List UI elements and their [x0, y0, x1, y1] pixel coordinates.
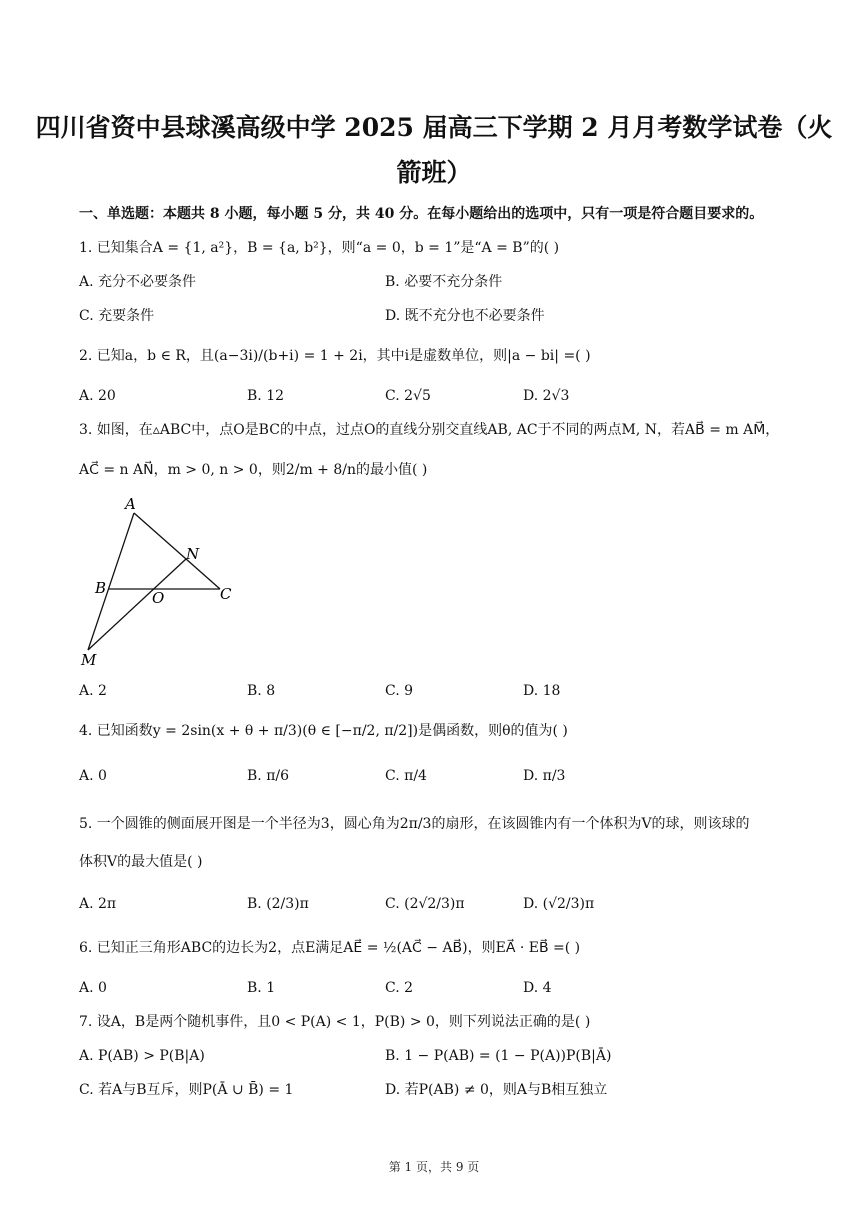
question-4-option-d: D. π/3 [523, 768, 566, 784]
question-7-option-c: C. 若A与B互斥，则P(Ā ∪ B̄) = 1 [79, 1082, 294, 1098]
page-title-line2: 箭班） [396, 158, 472, 187]
question-5-option-b: B. (2/3)π [247, 896, 309, 912]
question-2-option-b: B. 12 [247, 388, 285, 404]
section-heading: 一、单选题：本题共 8 小题，每小题 5 分，共 40 分。在每小题给出的选项中，只有一项是符合题目要求的。 [79, 206, 764, 222]
question-3-option-c: C. 9 [385, 683, 414, 699]
label-c: C [220, 585, 232, 603]
question-4-option-b: B. π/6 [247, 768, 290, 784]
segment-ac [134, 513, 220, 589]
question-4-option-a: A. 0 [79, 768, 107, 784]
question-2-option-c: C. 2√5 [385, 388, 431, 404]
question-4-option-c: C. π/4 [385, 768, 427, 784]
question-7-option-d: D. 若P(AB) ≠ 0，则A与B相互独立 [385, 1082, 608, 1098]
question-1-option-c: C. 充要条件 [79, 308, 155, 324]
question-1-option-d: D. 既不充分也不必要条件 [385, 308, 545, 324]
question-2-option-a: A. 20 [79, 388, 116, 404]
question-4-stem: 4. 已知函数y = 2sin(x + θ + π/3)(θ ∈ [−π/2, π/2])是偶函数，则θ的值为( ) [79, 723, 568, 739]
question-1-option-a: A. 充分不必要条件 [79, 274, 197, 290]
question-1-stem: 1. 已知集合A = {1, a²}，B = {a, b²}，则“a = 0，b = 1”是“A = B”的( ) [79, 240, 560, 256]
label-m: M [81, 651, 97, 669]
question-7-stem: 7. 设A，B是两个随机事件，且0 < P(A) < 1，P(B) > 0，则下列说法正确的是( ) [79, 1014, 591, 1030]
question-5-option-d: D. (√2/3)π [523, 896, 595, 912]
question-2-stem: 2. 已知a，b ∈ R，且(a−3i)/(b+i) = 1 + 2i，其中i是虚数单位，则|a − bi| =( ) [79, 348, 591, 364]
question-6-stem: 6. 已知正三角形ABC的边长为2，点E满足AE⃗ = ½(AC⃗ − AB⃗)，则EA⃗ · EB⃗ =( ) [79, 940, 581, 956]
question-3-stem-line1: 3. 如图，在▵ABC中，点O是BC的中点，过点O的直线分别交直线AB, AC于不同的两点M, N，若AB⃗ = m AM⃗， [79, 422, 780, 438]
label-a: A [125, 495, 136, 513]
question-2-option-d: D. 2√3 [523, 388, 570, 404]
question-3-option-a: A. 2 [79, 683, 107, 699]
triangle-figure [78, 495, 248, 675]
question-1-option-b: B. 必要不充分条件 [385, 274, 503, 290]
question-5-option-c: C. (2√2/3)π [385, 896, 465, 912]
page-footer: 第 1 页，共 9 页 [388, 1160, 480, 1174]
question-3-stem-line2: AC⃗ = n AN⃗，m > 0, n > 0，则2/m + 8/n的最小值( ) [79, 462, 428, 478]
label-n: N [186, 545, 200, 563]
question-6-option-c: C. 2 [385, 980, 414, 996]
question-5-stem-line1: 5. 一个圆锥的侧面展开图是一个半径为3，圆心角为2π/3的扇形，在该圆锥内有一个体积为V的球，则该球的 [79, 816, 750, 832]
question-5-option-a: A. 2π [79, 896, 117, 912]
page-title-line1: 四川省资中县球溪高级中学 2025 届高三下学期 2 月月考数学试卷（火 [35, 113, 833, 142]
question-6-option-d: D. 4 [523, 980, 552, 996]
question-7-option-b: B. 1 − P(AB) = (1 − P(A))P(B|Ā) [385, 1048, 612, 1064]
question-6-option-b: B. 1 [247, 980, 276, 996]
label-b: B [95, 579, 107, 597]
question-6-option-a: A. 0 [79, 980, 107, 996]
question-3-option-d: D. 18 [523, 683, 561, 699]
label-o: O [152, 589, 165, 607]
question-7-option-a: A. P(AB) > P(B|A) [79, 1048, 205, 1064]
question-3-option-b: B. 8 [247, 683, 276, 699]
question-5-stem-line2: 体积V的最大值是( ) [79, 854, 203, 870]
